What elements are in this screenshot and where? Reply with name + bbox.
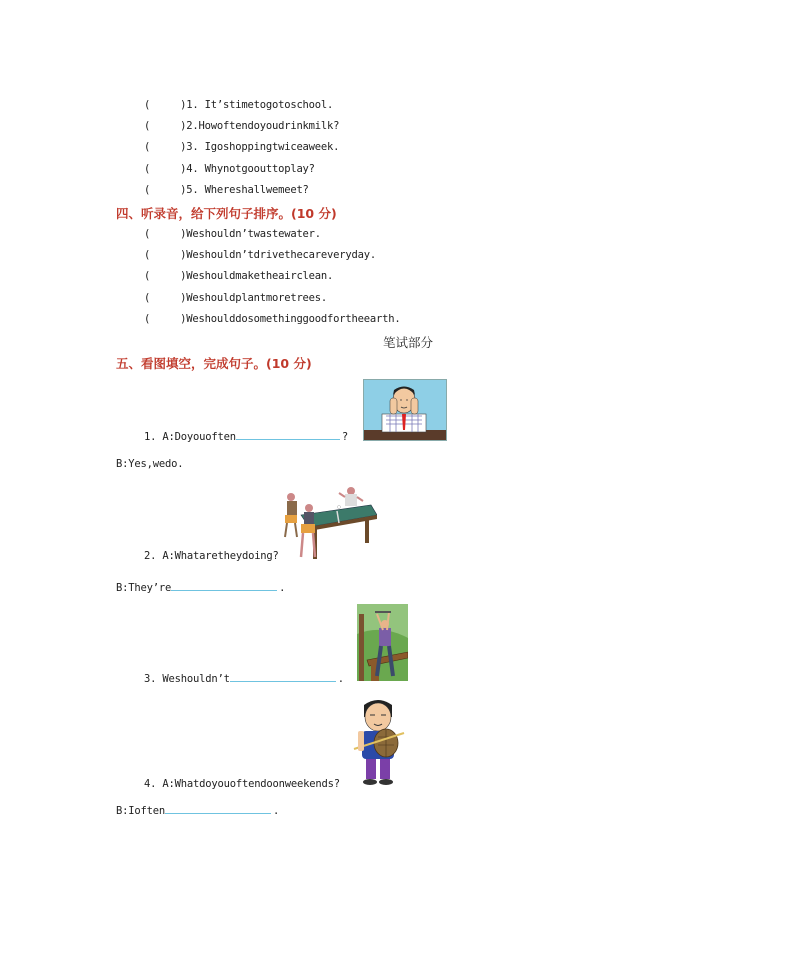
boy-hiking-image [348, 697, 406, 787]
question-3: 3. Weshouldn’t . [144, 673, 344, 685]
boy-covering-ears-image [363, 379, 447, 441]
question-1-a: 1. A:Doyouoften ? [144, 431, 348, 443]
list-item: ( )Weshoulddosomethinggoodfortheearth. [144, 313, 401, 325]
question-4-b: B:Ioften . [116, 805, 280, 817]
ping-pong-drawing [279, 487, 377, 562]
boy-hiking-drawing [348, 697, 406, 787]
list-item: ( )2.Howoftendoyoudrinkmilk? [144, 120, 340, 132]
question-1-b: B:Yes,wedo. [116, 458, 184, 470]
list-item: ( )Weshouldn’twastewater. [144, 228, 321, 240]
question-2-a: 2. A:Whataretheydoing? [144, 550, 279, 562]
boy-covering-ears-drawing [364, 380, 446, 440]
section-4-heading: 四、听录音，给下列句子排序。(10 分) [116, 206, 337, 221]
list-item: ( )5. Whereshallwemeet? [144, 184, 309, 196]
answer-blank-2[interactable] [171, 580, 277, 591]
ping-pong-image [279, 487, 377, 562]
answer-blank-3[interactable] [230, 671, 336, 682]
list-item: ( )Weshouldmaketheairclean. [144, 270, 334, 282]
written-part-label: 笔试部分 [383, 335, 434, 350]
section-5-heading: 五、看图填空，完成句子。(10 分) [116, 356, 312, 371]
answer-blank-4[interactable] [165, 803, 271, 814]
question-2-b: B:They’re . [116, 582, 286, 594]
cutting-tree-drawing [357, 604, 408, 681]
list-item: ( )4. Whynotgoouttoplay? [144, 163, 315, 175]
list-item: ( )3. Igoshoppingtwiceaweek. [144, 141, 340, 153]
question-4-a: 4. A:Whatdoyouoftendoonweekends? [144, 778, 340, 790]
answer-blank-1[interactable] [236, 429, 340, 440]
list-item: ( )Weshouldplantmoretrees. [144, 292, 328, 304]
list-item: ( )Weshouldn’tdrivethecareveryday. [144, 249, 377, 261]
list-item: ( )1. It’stimetogotoschool. [144, 99, 334, 111]
cutting-tree-image [357, 604, 408, 681]
